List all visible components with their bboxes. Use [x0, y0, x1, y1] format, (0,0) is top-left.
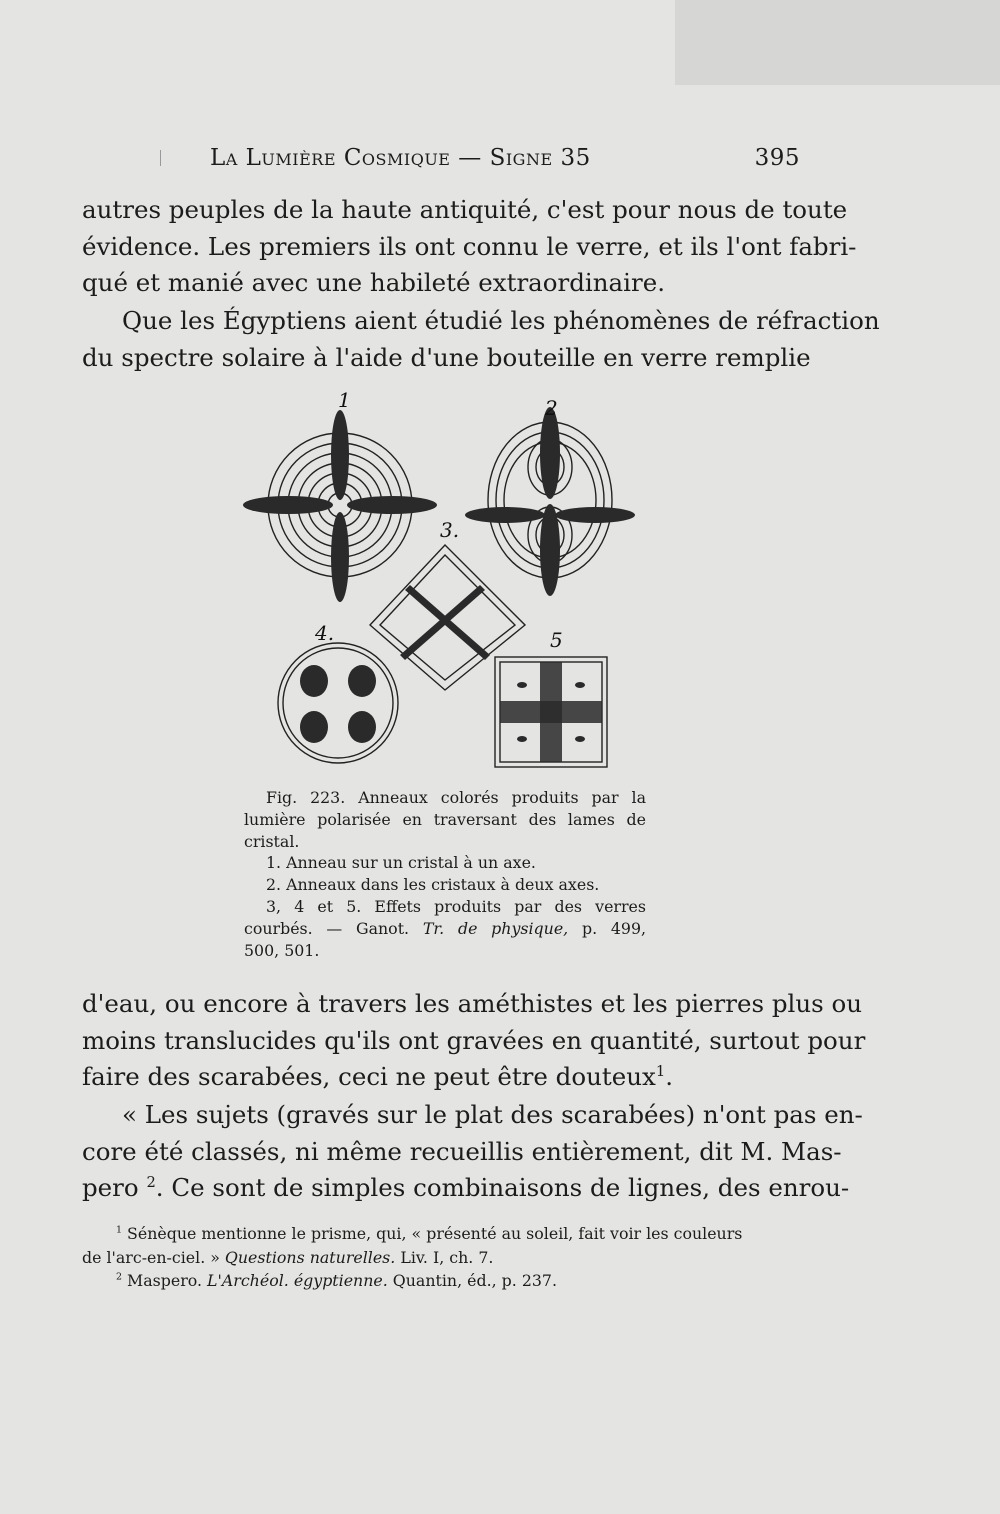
footnote-1-continued: [82, 1246, 800, 1270]
paragraph-line: core été classés, ni même recueillis entièrement, dit M. Mas-: [82, 1136, 842, 1166]
running-title: La Lumière Cosmique — Signe 35: [210, 145, 591, 171]
page-number: 395: [754, 145, 800, 171]
figure-caption: [244, 787, 646, 961]
footnote-text: de l'arc-en-ciel. »: [82, 1247, 225, 1267]
footnote-1: [82, 1222, 800, 1246]
footnote-text: Quantin, éd., p. 237.: [387, 1271, 557, 1290]
paragraph-line: [82, 1170, 850, 1207]
caption-text: p. 499,: [568, 918, 647, 938]
footnotes: [82, 1222, 800, 1293]
paragraph-line: autres peuples de la haute antiquité, c'est pour nous de toute: [82, 195, 848, 224]
figure-label-2: 2: [545, 396, 558, 420]
footnote-book-title: L'Archéol. égyptienne.: [207, 1271, 388, 1290]
caption-line: lumière polarisée en traversant des lames de: [244, 809, 646, 829]
paragraph-2: [82, 303, 880, 376]
paragraph-line: d'eau, ou encore à travers les améthistes et les pierres plus ou: [82, 989, 863, 1018]
paragraph-line: « Les sujets (gravés sur le plat des scarabées) n'ont pas en-: [122, 1100, 863, 1129]
caption-item-continued: [244, 918, 646, 940]
figure-4-circle: [278, 643, 398, 763]
paragraph-text: . Ce sont de simples combinaisons de lignes, des enrou-: [155, 1173, 850, 1202]
footnote-text: Liv. I, ch. 7.: [395, 1247, 494, 1267]
paragraph-line: Que les Égyptiens aient étudié les phénomènes de réfraction: [122, 306, 880, 335]
footnote-mark: 2: [116, 1271, 123, 1283]
figure-label-4: 4.: [315, 621, 335, 645]
footnote-text: Sénèque mentionne le prisme, qui, « présenté au soleil, fait voir les couleurs: [122, 1224, 743, 1243]
caption-item: 3, 4 et 5. Effets produits par des verres: [266, 896, 646, 916]
figure-label-5: 5: [550, 628, 563, 652]
paragraph-line: qué et manié avec une habileté extraordinaire.: [82, 268, 665, 297]
caption-line: Fig. 223. Anneaux colorés produits par la: [266, 788, 646, 807]
caption-item: 1. Anneau sur un cristal à un axe.: [266, 853, 536, 873]
figure-label-1: 1: [338, 388, 351, 412]
paragraph-text: pero: [82, 1173, 147, 1202]
footnote-2: [82, 1269, 800, 1293]
paragraph-line: du spectre solaire à l'aide d'une bouteille en verre remplie: [82, 342, 811, 372]
margin-mark: [160, 150, 161, 166]
running-header: [210, 145, 800, 179]
paragraph-4: [82, 1097, 863, 1207]
caption-item-continued: 500, 501.: [244, 940, 320, 960]
footnote-ref-1[interactable]: 1: [655, 1062, 666, 1080]
paragraph-line: évidence. Les premiers ils ont connu le verre, et ils l'ont fabri-: [82, 231, 857, 261]
caption-line: cristal.: [244, 831, 300, 851]
footnote-mark: 1: [116, 1224, 123, 1236]
paragraph-line: moins translucides qu'ils ont gravées en quantité, surtout pour: [82, 1025, 866, 1055]
caption-text: courbés. — Ganot.: [244, 918, 423, 938]
polarization-figure: [240, 385, 660, 785]
scan-shadow: [675, 0, 1000, 85]
footnote-book-title: Questions naturelles.: [224, 1247, 396, 1267]
paragraph-line: [82, 1059, 798, 1096]
paragraph-1: [82, 192, 857, 302]
footnote-text: Maspero.: [122, 1271, 208, 1290]
caption-item: 2. Anneaux dans les cristaux à deux axes.: [266, 875, 600, 895]
paragraph-3: [82, 986, 866, 1096]
footnote-ref-2[interactable]: 2: [146, 1173, 156, 1191]
paragraph-text: .: [665, 1062, 673, 1091]
figure-label-3: 3.: [440, 518, 460, 542]
caption-book-title: Tr. de physique,: [422, 918, 569, 938]
paragraph-text: faire des scarabées, ceci ne peut être douteux: [82, 1062, 656, 1091]
